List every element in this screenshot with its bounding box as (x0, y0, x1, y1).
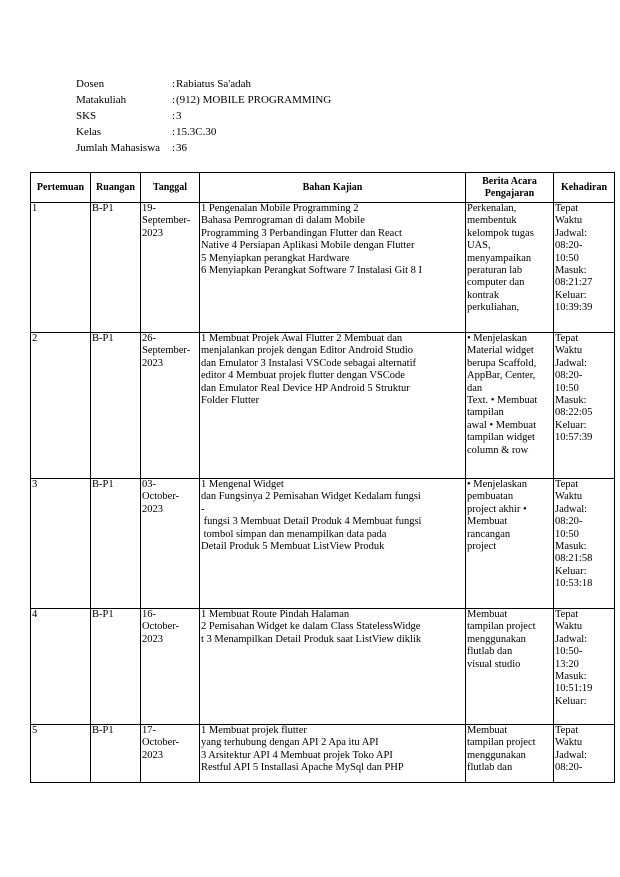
cell-kehadiran (554, 333, 615, 479)
col-header-pertemuan: Pertemuan (31, 173, 91, 203)
info-label: SKS (76, 110, 97, 122)
info-value: 15.3C.30 (176, 126, 217, 138)
cell-berita-acara (466, 725, 554, 783)
cell-pertemuan-text: 2 (32, 333, 38, 344)
cell-berita-acara-text: • Menjelaskan Material widget berupa Scaffold, AppBar, Center, dan Text. • Membuat tampilan awal • Membuat tampilan widget column & row (467, 333, 538, 456)
cell-ruangan-text: B-P1 (92, 725, 114, 736)
cell-bahan-kajian-text: 1 Membuat projek flutter yang terhubung dengan API 2 Apa itu API 3 Arsitektur API 4 Membuat projek Toko API Restful API 5 Installasi Apache MySql dan PHP (201, 725, 404, 774)
cell-berita-acara-text: Membuat tampilan project menggunakan flutlab dan (467, 725, 536, 774)
cell-pertemuan (31, 725, 91, 783)
col-header-tanggal: Tanggal (141, 173, 200, 203)
cell-kehadiran-text: Tepat Waktu Jadwal: 08:20- 10:50 Masuk: 08:21:58 Keluar: 10:53:18 (555, 479, 593, 590)
cell-kehadiran-text: Tepat Waktu Jadwal: 08:20- 10:50 Masuk: 08:22:05 Keluar: 10:57:39 (555, 333, 593, 444)
cell-ruangan (91, 333, 141, 479)
cell-bahan-kajian (200, 333, 466, 479)
info-label: Dosen (76, 78, 105, 90)
cell-berita-acara-text: • Menjelaskan pembuatan project akhir • Membuat rancangan project (467, 479, 527, 553)
cell-pertemuan-text: 3 (32, 479, 38, 490)
cell-berita-acara (466, 203, 554, 333)
info-label: Matakuliah (76, 94, 127, 106)
info-separator: : (172, 94, 176, 106)
table-row (31, 609, 615, 725)
info-row-jumlah-mahasiswa (76, 140, 331, 156)
cell-kehadiran (554, 609, 615, 725)
course-info (76, 76, 331, 156)
info-separator: : (172, 110, 176, 122)
cell-ruangan (91, 609, 141, 725)
cell-tanggal-text: 26- September- 2023 (142, 333, 191, 369)
info-value: 36 (176, 142, 187, 154)
cell-kehadiran-text: Tepat Waktu Jadwal: 08:20- 10:50 Masuk: 08:21:27 Keluar: 10:39:39 (555, 203, 593, 314)
cell-berita-acara (466, 479, 554, 609)
cell-bahan-kajian (200, 203, 466, 333)
table-row (31, 725, 615, 783)
info-row-sks (76, 108, 331, 124)
table-row (31, 333, 615, 479)
info-row-matakuliah (76, 92, 331, 108)
cell-pertemuan (31, 203, 91, 333)
cell-kehadiran (554, 203, 615, 333)
cell-pertemuan (31, 333, 91, 479)
cell-pertemuan (31, 479, 91, 609)
col-header-kehadiran: Kehadiran (554, 173, 615, 203)
attendance-table (30, 172, 615, 783)
cell-tanggal-text: 03- October- 2023 (142, 479, 180, 515)
cell-ruangan-text: B-P1 (92, 333, 114, 344)
cell-tanggal (141, 725, 200, 783)
cell-ruangan-text: B-P1 (92, 479, 114, 490)
cell-tanggal (141, 479, 200, 609)
cell-kehadiran-text: Tepat Waktu Jadwal: 08:20- (555, 725, 588, 774)
cell-bahan-kajian (200, 725, 466, 783)
cell-tanggal (141, 609, 200, 725)
cell-berita-acara (466, 609, 554, 725)
cell-bahan-kajian-text: 1 Membuat Projek Awal Flutter 2 Membuat dan menjalankan projek dengan Editor Android Studio dan Emulator 3 Instalasi VSCode sebagai alternatif editor 4 Membuat projek flutter dengan VSCode dan Emulator Real Device HP Android 5 Struktur Folder Flutter (201, 333, 416, 407)
cell-tanggal-text: 17- October- 2023 (142, 725, 180, 761)
cell-berita-acara-text: Perkenalan, membentuk kelompok tugas UAS, menyampaikan peraturan lab computer dan kontrak perkuliahan, (467, 203, 534, 314)
cell-berita-acara-text: Membuat tampilan project menggunakan flutlab dan visual studio (467, 609, 536, 670)
cell-kehadiran (554, 725, 615, 783)
cell-bahan-kajian (200, 609, 466, 725)
col-header-ruangan: Ruangan (91, 173, 141, 203)
cell-pertemuan (31, 609, 91, 725)
info-separator: : (172, 126, 176, 138)
info-value: (912) MOBILE PROGRAMMING (176, 94, 332, 106)
table-row (31, 479, 615, 609)
info-label: Kelas (76, 126, 102, 138)
cell-tanggal (141, 333, 200, 479)
cell-berita-acara (466, 333, 554, 479)
cell-bahan-kajian-text: 1 Pengenalan Mobile Programming 2 Bahasa Pemrograman di dalam Mobile Programming 3 Perbandingan Flutter dan React Native 4 Persiapan Aplikasi Mobile dengan Flutter 5 Menyiapkan perangkat Hardware 6 Menyiapkan Perangkat Software 7 Instalasi Git 8 I (201, 203, 423, 277)
cell-tanggal-text: 19- September- 2023 (142, 203, 191, 239)
cell-kehadiran (554, 479, 615, 609)
info-row-dosen (76, 76, 331, 92)
table-row (31, 203, 615, 333)
cell-kehadiran-text: Tepat Waktu Jadwal: 10:50- 13:20 Masuk: 10:51:19 Keluar: (555, 609, 593, 707)
cell-pertemuan-text: 1 (32, 203, 38, 214)
cell-bahan-kajian-text: 1 Mengenal Widget dan Fungsinya 2 Pemisahan Widget Kedalam fungsi - fungsi 3 Membuat Detail Produk 4 Membuat fungsi tombol simpan dan menampilkan data pada Detail Produk 5 Membuat ListView Produk (201, 479, 422, 553)
info-row-kelas (76, 124, 331, 140)
cell-pertemuan-text: 5 (32, 725, 38, 736)
info-value: 3 (176, 110, 182, 122)
info-separator: : (172, 142, 176, 154)
cell-bahan-kajian-text: 1 Membuat Route Pindah Halaman 2 Pemisahan Widget ke dalam Class StatelessWidge t 3 Menampilkan Detail Produk saat ListView diklik (201, 609, 422, 645)
info-separator: : (172, 78, 176, 90)
cell-ruangan (91, 203, 141, 333)
col-header-berita-acara: Berita Acara Pengajaran (466, 173, 554, 203)
cell-pertemuan-text: 4 (32, 609, 38, 620)
cell-ruangan (91, 725, 141, 783)
col-header-bahan-kajian: Bahan Kajian (200, 173, 466, 203)
cell-ruangan-text: B-P1 (92, 203, 114, 214)
cell-tanggal (141, 203, 200, 333)
cell-tanggal-text: 16- October- 2023 (142, 609, 180, 645)
info-value: Rabiatus Sa'adah (176, 78, 251, 90)
cell-ruangan-text: B-P1 (92, 609, 114, 620)
cell-bahan-kajian (200, 479, 466, 609)
info-label: Jumlah Mahasiswa (76, 142, 161, 154)
cell-ruangan (91, 479, 141, 609)
table-header-row (31, 173, 615, 203)
